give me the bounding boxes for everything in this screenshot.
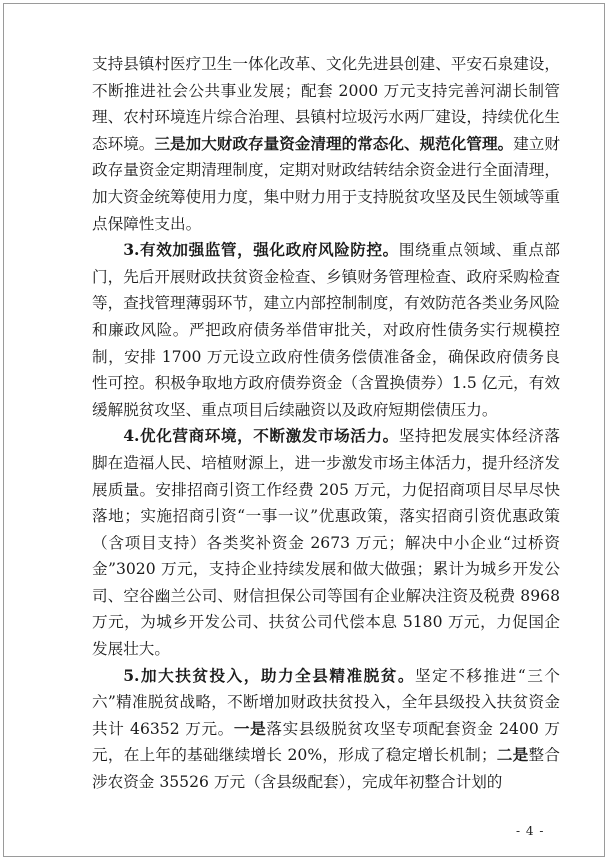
text-segment: 落实县级脱贫攻坚专项配套资金 2400 万元，在上年的基础继续增长 20%，形成了稳定增长机制；: [92, 719, 560, 765]
paragraph-4: [92, 663, 560, 796]
text-segment: 建立财政存量资金定期清理制度，定期对财政结转结余资金进行全面清理，加大资金统筹使用力度，集中财力用于支持脱贫攻坚及民生领域等重点保障性支出。: [92, 134, 560, 233]
document-body: [92, 51, 560, 796]
bold-marker: 一是: [233, 718, 267, 738]
text-segment: 整合涉农资金 35526 万元（含县级配套），完成年初整合计划的: [92, 746, 560, 792]
section-heading-3: 3.有效加强监管，强化政府风险防控。: [123, 240, 399, 260]
text-segment: 坚持把发展实体经济落脚在造福人民、培植财源上，进一步激发市场主体活力，提升经济发展质量。安排招商引资工作经费 205 万元，力促招商项目尽早尽快落地；实施招商引资“一事一议”优惠政策，落实招商引资优惠政策（含项目支持）各类奖补资金 2673 万元；解决中小企业“过桥资金”3020 万元，支持企业持续发展和做大做强；累计为城乡开发公司、空谷幽兰公司、财信担保公司等国有企业解决注资及税费 8968 万元，为城乡开发公司、扶贫公司代偿本息 5180 万元，力促国企发展壮大。: [92, 427, 560, 659]
section-heading-5: 5.加大扶贫投入，助力全县精准脱贫。: [123, 665, 416, 685]
paragraph-2: [92, 237, 560, 423]
bold-heading: 三是加大财政存量资金清理的常态化、规范化管理。: [154, 133, 514, 153]
paragraph-1: [92, 51, 560, 237]
section-heading-4: 4.优化营商环境，不断激发市场活力。: [123, 426, 399, 446]
page-number: - 4 -: [516, 824, 545, 838]
text-segment: 坚定不移推进“三个六”精准脱贫战略，不断增加财政扶贫投入，全年县级投入扶贫资金共计 46352 万元。: [92, 666, 560, 738]
bold-marker: 二是: [496, 745, 529, 765]
paragraph-3: [92, 423, 560, 662]
document-page: [3, 3, 605, 857]
text-segment: 围绕重点领域、重点部门，先后开展财政扶贫资金检查、乡镇财务管理检查、政府采购检查等，查找管理薄弱环节，建立内部控制制度，有效防范各类业务风险和廉政风险。严把政府债务举借审批关，对政府性债务实行规模控制，安排 1700 万元设立政府性债务偿债准备金，确保政府债务良性可控。积极争取地方政府债券资金（含置换债券）1.5 亿元，有效缓解脱贫攻坚、重点项目后续融资以及政府短期偿债压力。: [92, 241, 560, 419]
text-segment: 支持县镇村医疗卫生一体化改革、文化先进县创建、平安石泉建设，不断推进社会公共事业发展；配套 2000 万元支持完善河湖长制管理、农村环境连片综合治理、县镇村垃圾污水两厂建设，持续优化生态环境。: [92, 55, 560, 153]
